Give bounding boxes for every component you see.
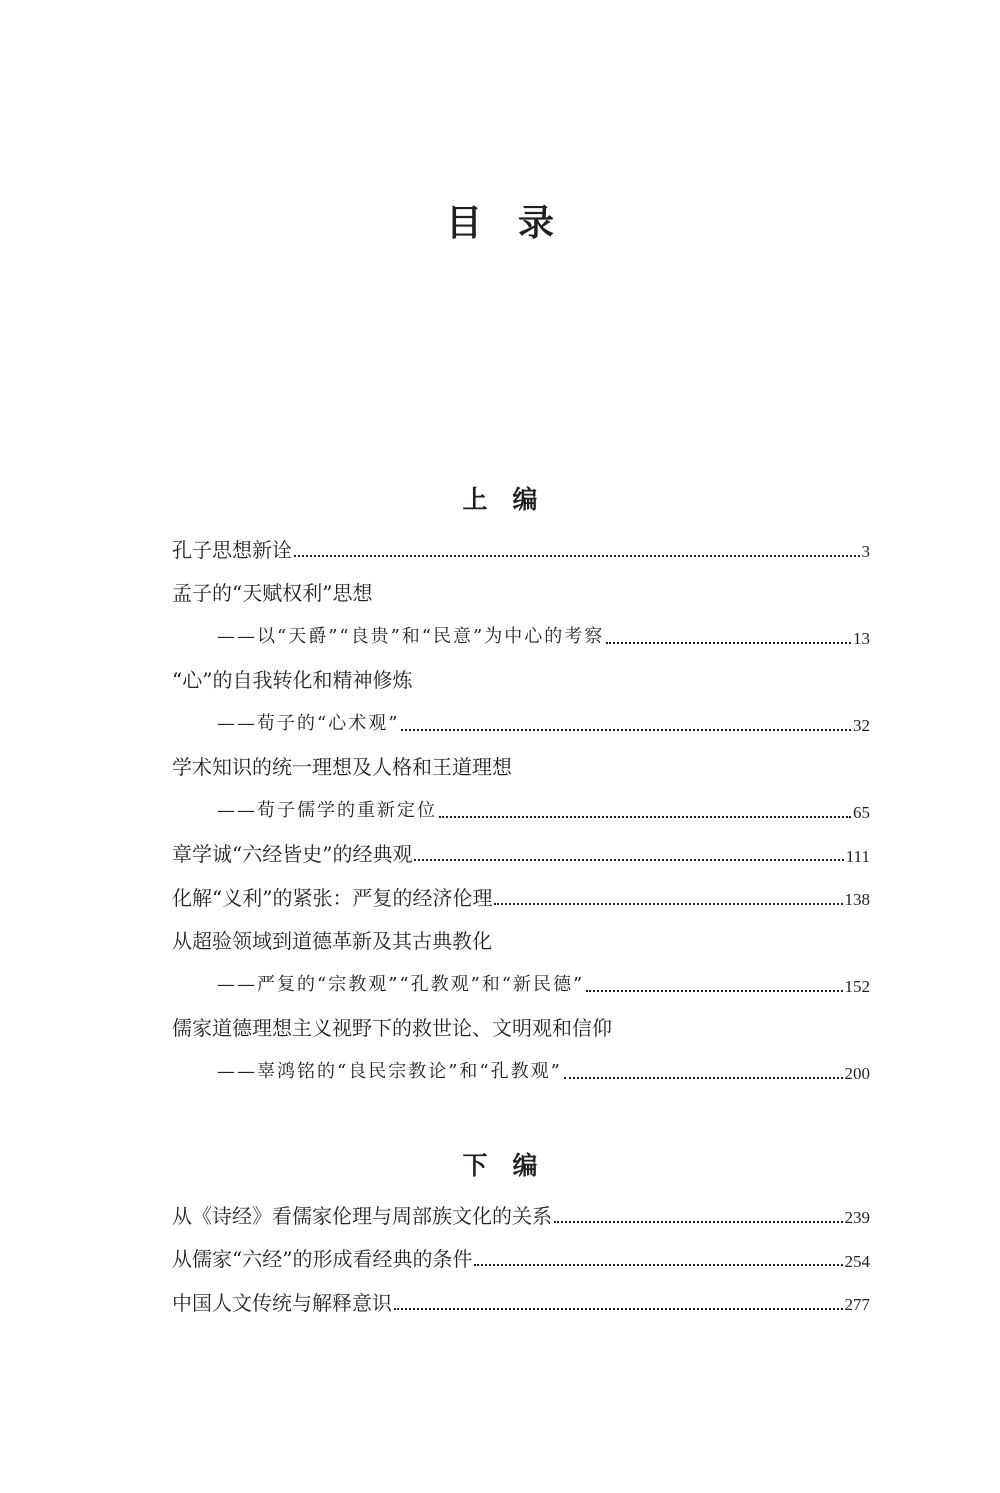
dot-leader bbox=[606, 642, 851, 644]
toc-page-number: 239 bbox=[844, 1208, 870, 1228]
toc-entry[interactable] bbox=[172, 528, 870, 572]
toc-entry-title: 从儒家“六经”的形成看经典的条件 bbox=[172, 1247, 473, 1272]
toc-entry[interactable] bbox=[172, 746, 870, 790]
toc-entry-title: 化解“义利”的紧张：严复的经济伦理 bbox=[172, 885, 493, 910]
dot-leader bbox=[474, 1264, 842, 1266]
page-title: 目 录 bbox=[445, 203, 554, 244]
toc-entry-subtitle[interactable] bbox=[172, 1050, 870, 1094]
toc-entry-subtitle-text: ——荀子的“心术观” bbox=[217, 712, 400, 734]
dot-leader bbox=[439, 816, 851, 818]
toc-entry[interactable] bbox=[172, 659, 870, 703]
toc-entry[interactable] bbox=[172, 833, 870, 877]
part-heading-upper: 上 编 bbox=[462, 485, 538, 514]
toc-entry-subtitle[interactable] bbox=[172, 702, 870, 746]
toc-entry[interactable] bbox=[172, 876, 870, 920]
toc-page-number: 277 bbox=[844, 1295, 870, 1315]
toc-entry[interactable] bbox=[172, 920, 870, 964]
toc-entry-subtitle-text: ——荀子儒学的重新定位 bbox=[217, 799, 437, 821]
toc-entry-title: 孔子思想新诠 bbox=[172, 537, 292, 562]
dot-leader bbox=[294, 555, 860, 557]
toc-page-number: 200 bbox=[844, 1064, 870, 1084]
dot-leader bbox=[401, 729, 851, 731]
toc-page-number: 254 bbox=[844, 1251, 870, 1271]
toc-entry[interactable] bbox=[172, 1281, 870, 1325]
toc-entry-subtitle[interactable] bbox=[172, 789, 870, 833]
toc-entry-title: 从《诗经》看儒家伦理与周部族文化的关系 bbox=[172, 1203, 552, 1228]
toc-page-number: 3 bbox=[861, 542, 870, 562]
toc-list-lower bbox=[172, 1194, 870, 1325]
toc-page-number: 152 bbox=[844, 977, 870, 997]
toc-entry-subtitle[interactable] bbox=[172, 963, 870, 1007]
dot-leader bbox=[586, 990, 842, 992]
toc-page-number: 65 bbox=[853, 803, 870, 823]
toc-entry-title: 中国人文传统与解释意识 bbox=[172, 1290, 392, 1315]
dot-leader bbox=[394, 1308, 843, 1310]
toc-entry[interactable] bbox=[172, 1007, 870, 1051]
toc-page-number: 32 bbox=[853, 716, 870, 736]
dot-leader bbox=[494, 903, 842, 905]
toc-entry-title: 孟子的“天赋权利”思想 bbox=[172, 581, 373, 606]
toc-entry[interactable] bbox=[172, 1238, 870, 1282]
part-heading-lower: 下 编 bbox=[462, 1151, 538, 1180]
toc-entry-title: 章学诚“六经皆史”的经典观 bbox=[172, 842, 413, 867]
toc-page-number: 138 bbox=[844, 890, 870, 910]
toc-entry-title: 学术知识的统一理想及人格和王道理想 bbox=[172, 755, 512, 780]
toc-page-number: 13 bbox=[853, 629, 870, 649]
toc-entry-title: 儒家道德理想主义视野下的救世论、文明观和信仰 bbox=[172, 1016, 612, 1041]
toc-entry-subtitle-text: ——辜鸿铭的“良民宗教论”和“孔教观” bbox=[217, 1060, 562, 1082]
toc-entry-title: “心”的自我转化和精神修炼 bbox=[172, 668, 413, 693]
dot-leader bbox=[414, 859, 843, 861]
toc-entry-subtitle-text: ——严复的“宗教观”“孔教观”和“新民德” bbox=[217, 973, 585, 995]
toc-entry-subtitle-text: ——以“天爵”“良贵”和“民意”为中心的考察 bbox=[217, 625, 605, 647]
dot-leader bbox=[554, 1221, 843, 1223]
toc-entry-subtitle[interactable] bbox=[172, 615, 870, 659]
toc-entry-title: 从超验领域到道德革新及其古典教化 bbox=[172, 929, 492, 954]
toc-entry[interactable] bbox=[172, 1194, 870, 1238]
toc-entry[interactable] bbox=[172, 572, 870, 616]
toc-list-upper bbox=[172, 528, 870, 1094]
dot-leader bbox=[564, 1077, 843, 1079]
toc-page-number: 111 bbox=[845, 846, 870, 866]
